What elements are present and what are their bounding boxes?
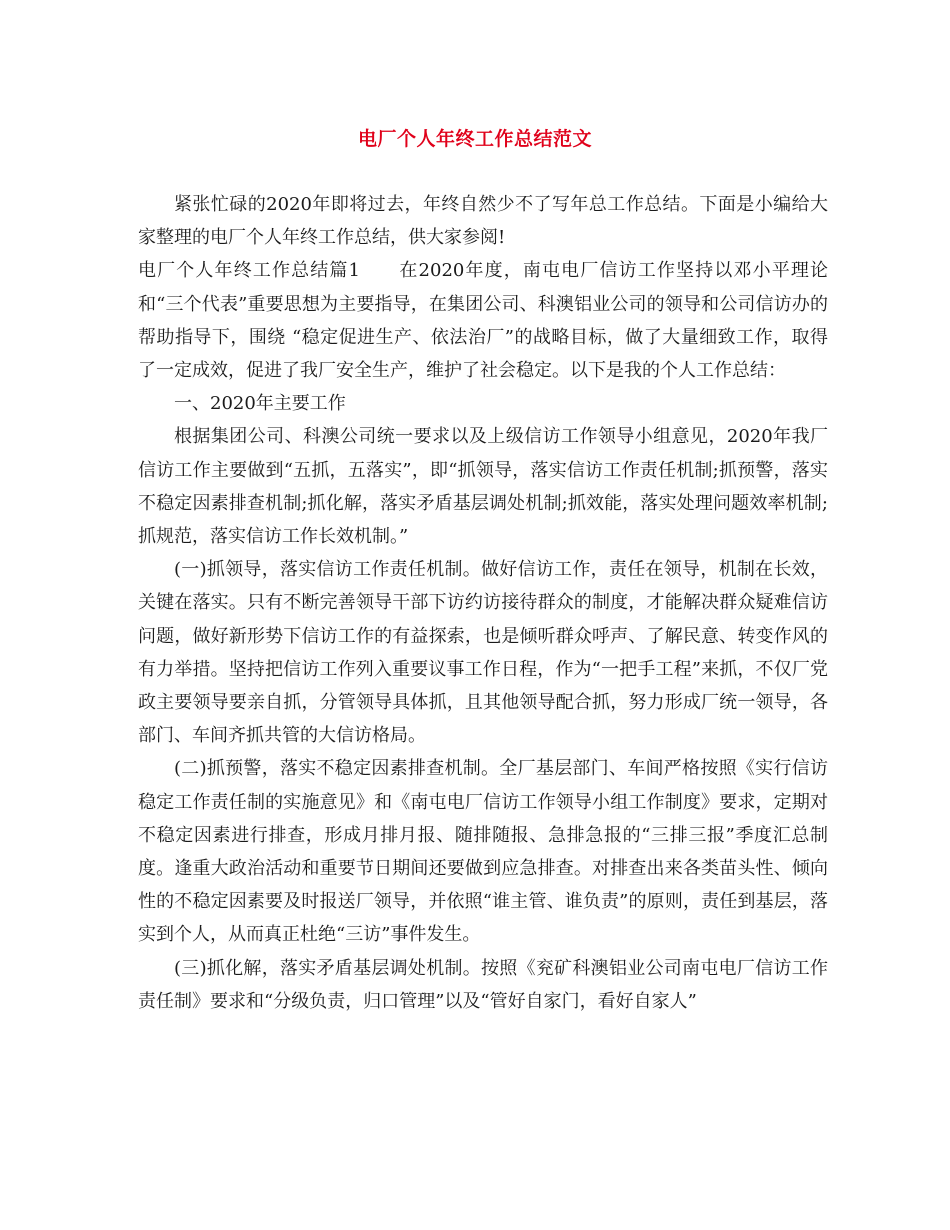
document-body [138, 188, 828, 1018]
paragraph-item-1: (一)抓领导，落实信访工作责任机制。做好信访工作，责任在领导，机制在长效，关键在落实。只有不断完善领导干部下访约访接待群众的制度，才能解决群众疑难信访问题，做好新形势下信访工作的有益探索，也是倾听群众呼声、了解民意、转变作风的有力举措。坚持把信访工作列入重要议事工作日程，作为“一把手工程”来抓，不仅厂党政主要领导要亲自抓，分管领导具体抓，且其他领导配合抓，努力形成厂统一领导，各部门、车间齐抓共管的大信访格局。 [138, 559, 828, 747]
paragraph-heading-main-work: 一、2020年主要工作 [174, 393, 346, 415]
document-title: 电厂个人年终工作总结范文 [357, 128, 592, 150]
paragraph-five-points: 根据集团公司、科澳公司统一要求以及上级信访工作领导小组意见，2020年我厂信访工作主要做到“五抓，五落实”，即“抓领导，落实信访工作责任机制;抓预警，落实不稳定因素排查机制;抓化解，落实矛盾基层调处机制;抓效能，落实处理问题效率机制;抓规范，落实信访工作长效机制。” [138, 426, 828, 548]
paragraph-item-3: (三)抓化解，落实矛盾基层调处机制。按照《兖矿科澳铝业公司南屯电厂信访工作责任制》要求和“分级负责，归口管理”以及“管好自家门，看好自家人” [138, 957, 828, 1012]
paragraph-section-1: 电厂个人年终工作总结篇1 在2020年度，南屯电厂信访工作坚持以邓小平理论和“三个代表”重要思想为主要指导，在集团公司、科澳铝业公司的领导和公司信访办的帮助指导下，围绕 “稳定促进生产、依法治厂”的战略目标，做了大量细致工作，取得了一定成效，促进了我厂安全生产，维护了社会稳定。以下是我的个人工作总结： [138, 260, 828, 382]
paragraph-item-2: (二)抓预警，落实不稳定因素排查机制。全厂基层部门、车间严格按照《实行信访稳定工作责任制的实施意见》和《南屯电厂信访工作领导小组工作制度》要求，定期对不稳定因素进行排查，形成月排月报、随排随报、急排急报的“三排三报”季度汇总制度。逢重大政治活动和重要节日期间还要做到应急排查。对排查出来各类苗头性、倾向性的不稳定因素要及时报送厂领导，并依照“谁主管、谁负责”的原则，责任到基层，落实到个人，从而真正杜绝“三访”事件发生。 [138, 758, 828, 946]
paragraph-intro: 紧张忙碌的2020年即将过去，年终自然少不了写年总工作总结。下面是小编给大家整理的电厂个人年终工作总结，供大家参阅! [138, 194, 828, 249]
